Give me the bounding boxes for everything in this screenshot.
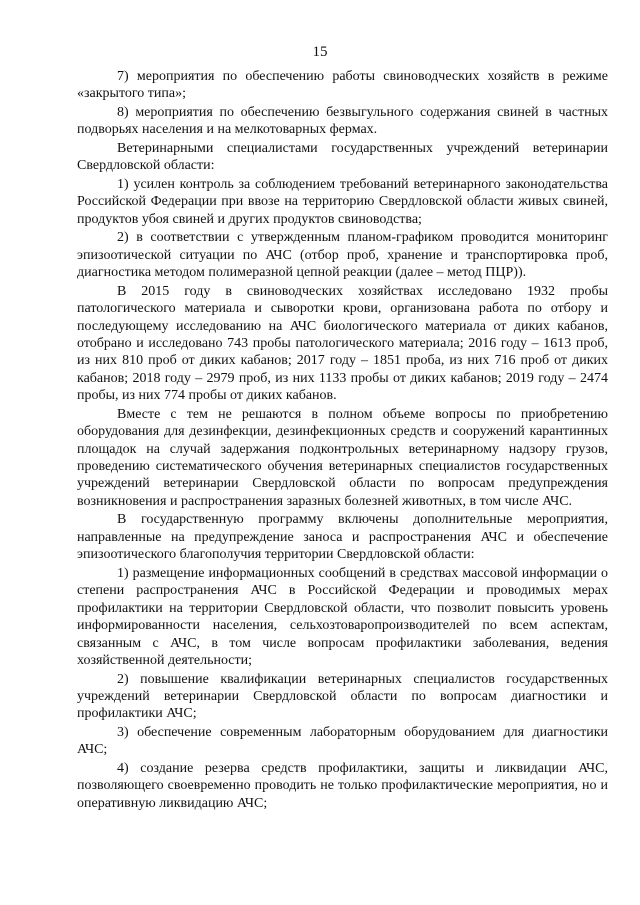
paragraph-item-7: 7) мероприятия по обеспечению работы свиноводческих хозяйств в режиме «закрытого типа»; [77, 69, 608, 102]
paragraph-item-8: 8) мероприятия по обеспечению безвыгульного содержания свиней в частных подворьях населения и на мелкотоварных фермах. [77, 105, 608, 138]
paragraph-measure-3: 3) обеспечение современным лабораторным оборудованием для диагностики АЧС; [77, 724, 608, 758]
paragraph-measure-2: 2) повышение квалификации ветеринарных специалистов государственных учреждений ветеринарии Свердловской области по вопросам диагностики и профилактики АЧС; [77, 671, 608, 722]
paragraph-measure-4: 4) создание резерва средств профилактики, защиты и ликвидации АЧС, позволяющего своевременно проводить не только профилактические мероприятия, но и оперативную ликвидацию АЧС; [77, 760, 608, 811]
paragraph-control-item-1: 1) усилен контроль за соблюдением требований ветеринарного законодательства Российской Федерации при ввозе на территорию Свердловской области живых свиней, продуктов убоя свиней и других продуктов свиноводства; [77, 177, 608, 227]
paragraph-unresolved-issues: Вместе с тем не решаются в полном объеме вопросы по приобретению оборудования для дезинфекции, дезинфекционных средств и сооружений карантинных площадок на случай задержания подконтрольных ветеринарному надзору грузов, проведению систематического обучения ветеринарных специалистов государственных учреждений ветеринарии Свердловской области по вопросам предупреждения возникновения и распространения заразных болезней животных, в том числе АЧС. [77, 406, 608, 509]
page-number: 15 [312, 44, 328, 60]
paragraph-vet-specialists-intro: Ветеринарными специалистами государственных учреждений ветеринарии Свердловской области: [77, 141, 608, 174]
document-body [77, 68, 608, 812]
paragraph-program-intro: В государственную программу включены дополнительные мероприятия, направленные на предупреждение заноса и распространения АЧС и обеспечение эпизоотического благополучия территории Свердловской области: [77, 512, 608, 563]
paragraph-monitoring-item-2: 2) в соответствии с утвержденным планом-графиком проводится мониторинг эпизоотической ситуации по АЧС (отбор проб, хранение и транспортировка проб, диагностика методом полимеразной цепной реакции (далее – метод ПЦР)). [77, 230, 608, 281]
paragraph-measure-1: 1) размещение информационных сообщений в средствах массовой информации о степени распространения АЧС в Российской Федерации и проводимых мерах профилактики на территории Свердловской области, что позволит повысить уровень информированности населения, сельхозтоваропроизводителей по всем аспектам, связанным с АЧС, в том числе вопросам профилактики заболевания, ведения хозяйственной деятельности; [77, 565, 608, 668]
paragraph-statistics: В 2015 году в свиноводческих хозяйствах исследовано 1932 пробы патологического материала и сыворотки крови, организована работа по отбору и последующему исследованию на АЧС биологического материала от диких кабанов, отобрано и исследовано 743 пробы патологического материала; 2016 году – 1613 проб, из них 810 проб от диких кабанов; 2017 году – 1851 проба, из них 716 проб от диких кабанов; 2018 году – 2979 проб, из них 1133 пробы от диких кабанов; 2019 году – 2474 пробы, из них 774 пробы от диких кабанов. [77, 283, 608, 404]
